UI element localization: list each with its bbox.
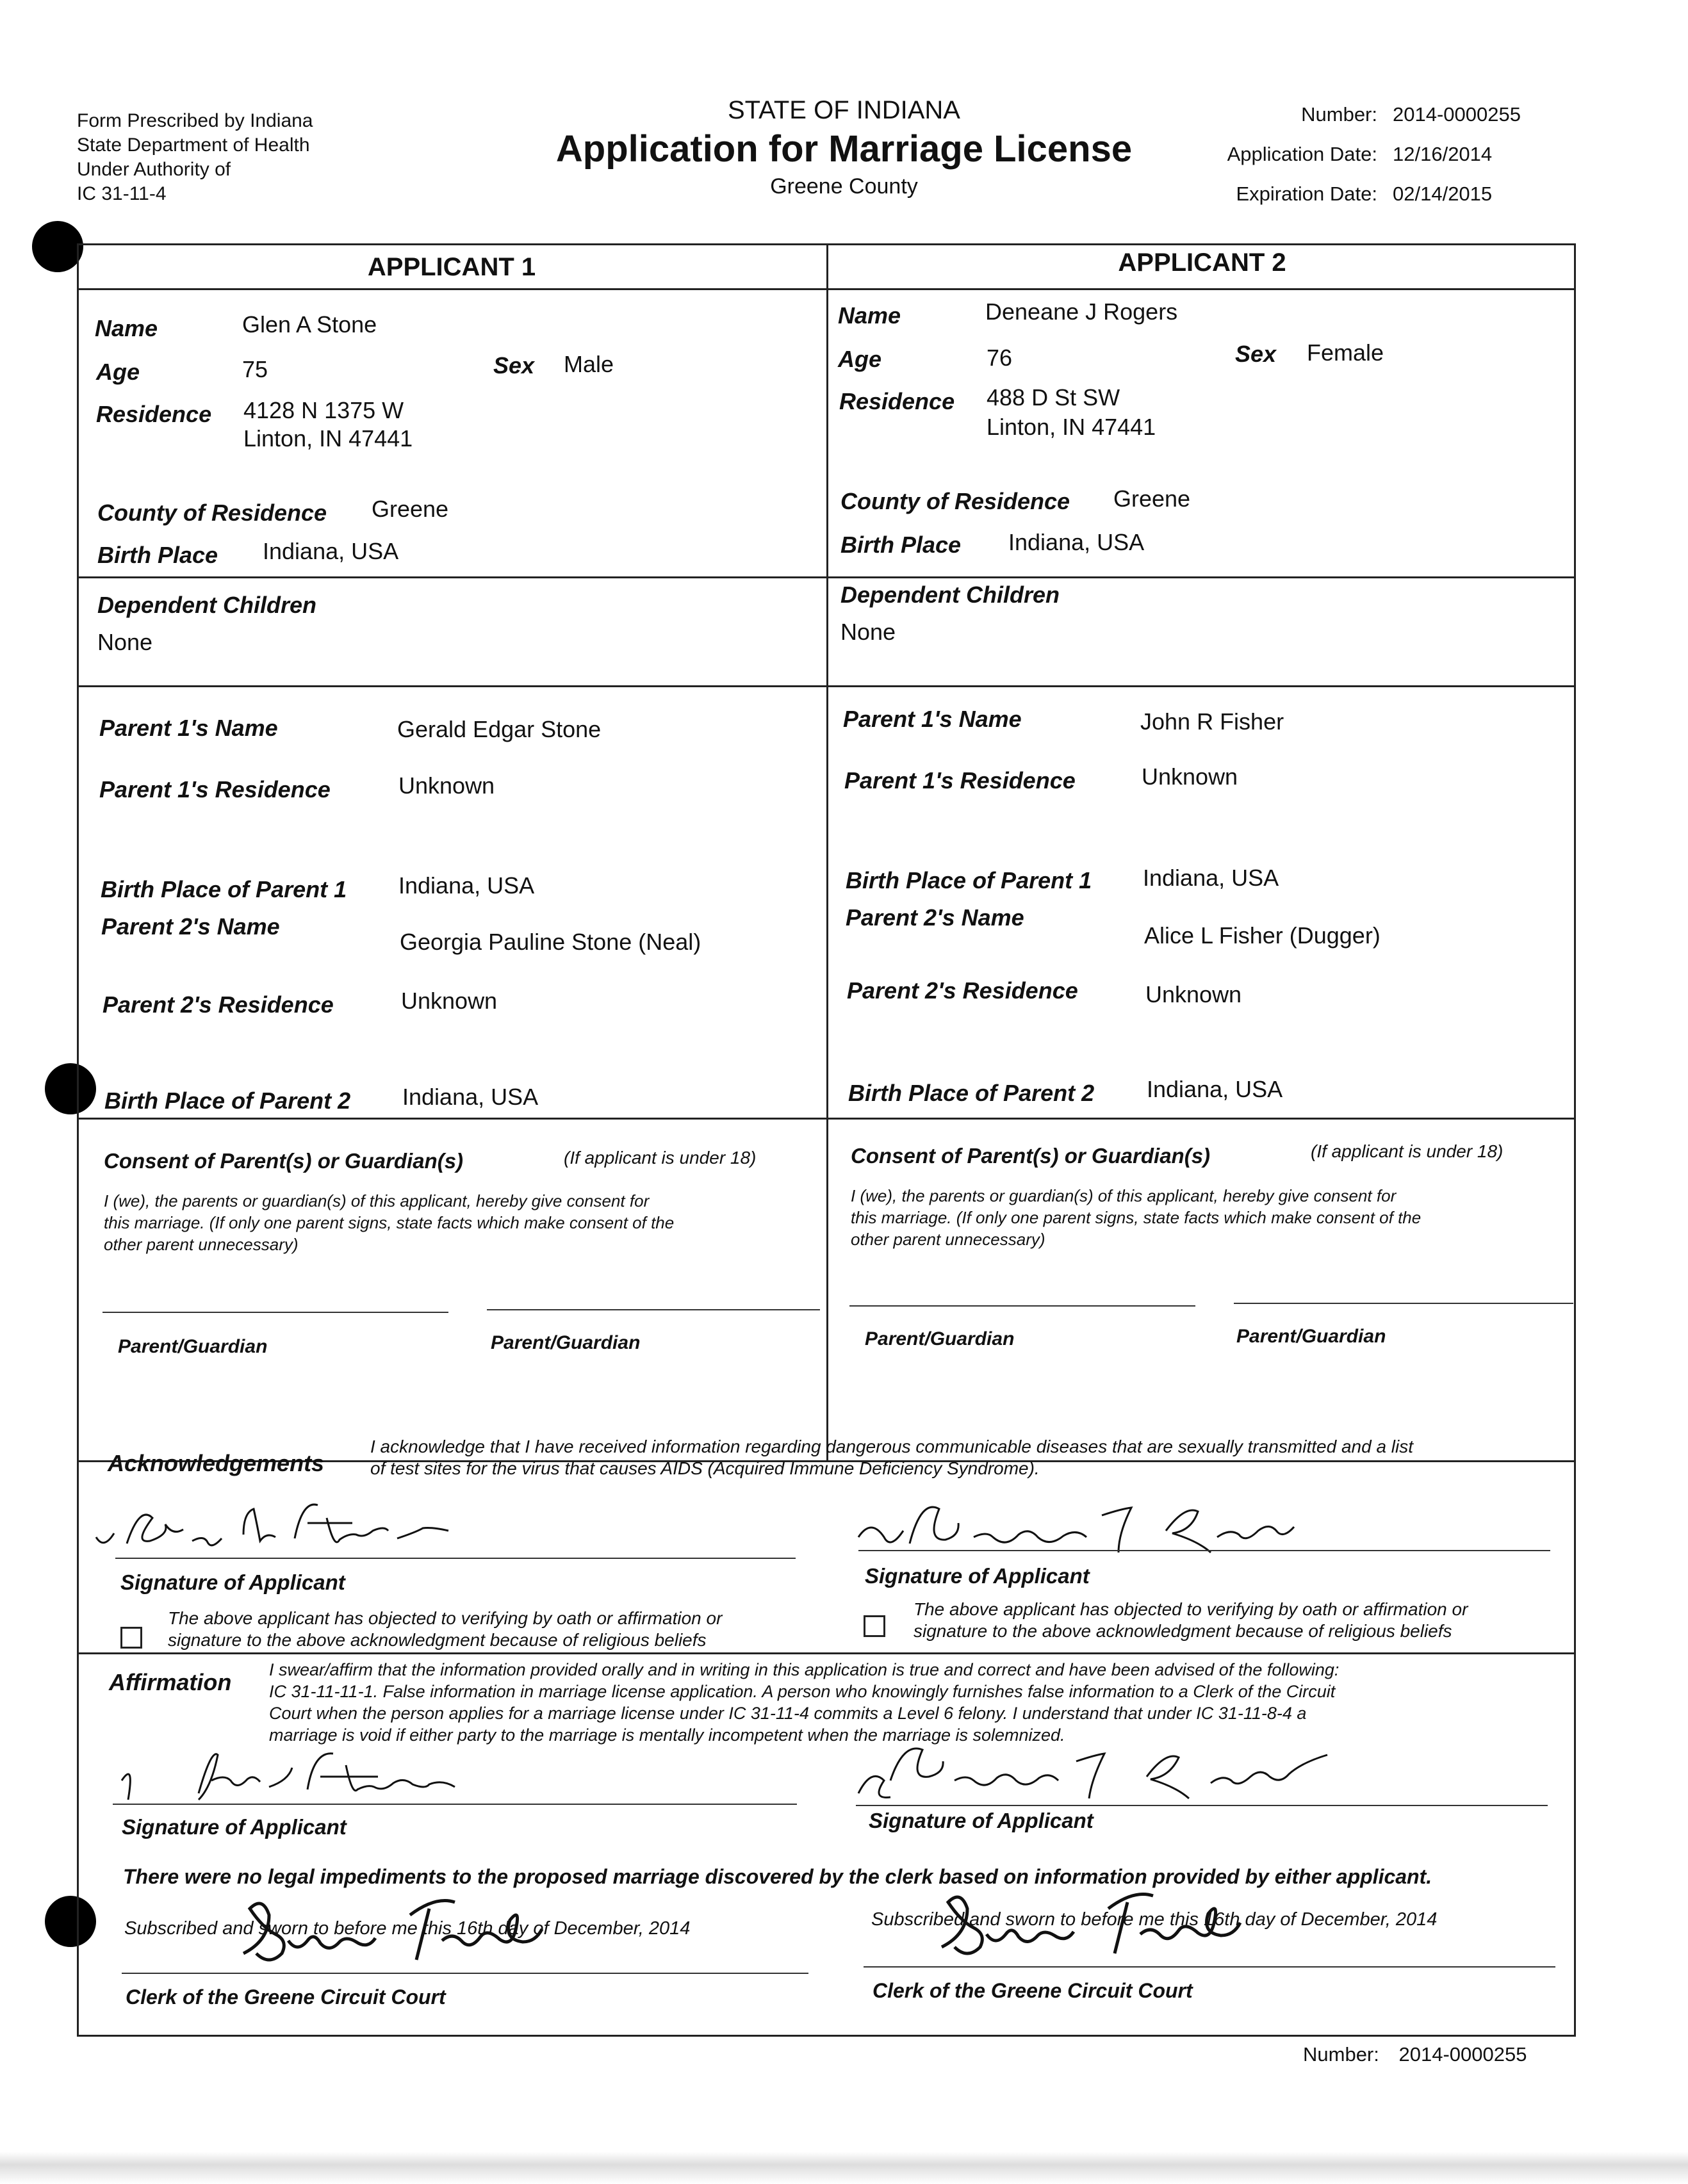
consent-line: other parent unnecessary)	[104, 1235, 299, 1254]
a1-birth-place-label: Birth Place	[97, 542, 218, 568]
a2-affirmation-signature	[852, 1736, 1493, 1806]
a1-guardian-sig-line-1[interactable]	[102, 1312, 448, 1313]
affirmation-line: IC 31-11-11-1. False information in marriage license application. A person who knowingly furnishes false information to a Clerk of the Circuit	[269, 1682, 1336, 1701]
a2-acknowledgement-signature	[858, 1492, 1499, 1563]
a1-clerk-label: Clerk of the Greene Circuit Court	[126, 1985, 446, 2009]
a2-parent1-residence-value: Unknown	[1142, 763, 1238, 790]
a2-birth-place-value: Indiana, USA	[1008, 529, 1145, 555]
impediments-statement: There were no legal impediments to the proposed marriage discovered by the clerk based on information provided by either applicant.	[123, 1865, 1432, 1888]
a1-clerk-signature	[237, 1889, 583, 1973]
a1-sex-label: Sex	[493, 352, 535, 379]
a2-objection-text	[914, 1599, 1567, 1642]
a1-parent2-name-value: Georgia Pauline Stone (Neal)	[400, 929, 701, 955]
a2-guardian-sig-line-2[interactable]	[1234, 1303, 1573, 1304]
a2-parent2-residence-value: Unknown	[1145, 981, 1242, 1007]
consent-line: other parent unnecessary)	[851, 1230, 1045, 1249]
acknowledgement-line: of test sites for the virus that causes AIDS (Acquired Immune Deficiency Syndrome).	[370, 1458, 1040, 1478]
acknowledgements-title: Acknowledgements	[108, 1450, 325, 1476]
a1-affirmation-sig-label: Signature of Applicant	[122, 1815, 347, 1839]
a1-guardian-label-1: Parent/Guardian	[118, 1336, 268, 1357]
footer-number-value: 2014-0000255	[1398, 2043, 1527, 2066]
a2-county-value: Greene	[1113, 485, 1191, 512]
affirmation-text	[269, 1659, 1569, 1746]
document-title: Application for Marriage License	[555, 128, 1133, 170]
consent-line: I (we), the parents or guardian(s) of this applicant, hereby give consent for	[851, 1186, 1397, 1205]
a1-acknowledgement-signature	[96, 1492, 545, 1563]
footer-number	[1303, 2043, 1527, 2066]
section-divider-parents	[77, 685, 1576, 687]
a1-parent2-name-label: Parent 2's Name	[101, 913, 280, 940]
a2-acknowledgement-sig-label: Signature of Applicant	[865, 1564, 1090, 1588]
a1-county-value: Greene	[372, 496, 449, 522]
a1-parent2-birth-value: Indiana, USA	[402, 1084, 539, 1110]
a1-clerk-sig-line[interactable]	[122, 1973, 808, 1974]
a1-affirmation-signature	[115, 1742, 564, 1813]
a2-sex-value: Female	[1307, 339, 1384, 366]
acknowledgements-text	[370, 1436, 1575, 1479]
a1-parent1-name-label: Parent 1's Name	[99, 715, 278, 741]
a1-name-value: Glen A Stone	[242, 311, 377, 338]
a2-clerk-signature	[935, 1883, 1294, 1966]
a1-guardian-sig-line-2[interactable]	[487, 1309, 820, 1310]
prescribed-line: Under Authority of	[77, 159, 231, 180]
number-label: Number:	[1301, 103, 1377, 126]
acknowledgement-line: I acknowledge that I have received information regarding dangerous communicable diseases that are sexually transmitted and a list	[370, 1437, 1414, 1456]
objection-line: The above applicant has objected to verifying by oath or affirmation or	[914, 1599, 1468, 1619]
a2-parent2-name-label: Parent 2's Name	[846, 904, 1024, 931]
a1-subscribed-text: Subscribed and sworn to before me this 16th day of December, 2014	[124, 1918, 691, 1939]
a2-parent1-residence-label: Parent 1's Residence	[844, 767, 1076, 794]
a2-name-value: Deneane J Rogers	[985, 298, 1178, 325]
a2-guardian-sig-line-1[interactable]	[849, 1305, 1195, 1307]
a2-clerk-label: Clerk of the Greene Circuit Court	[873, 1979, 1193, 2002]
application-date-label: Application Date:	[1227, 143, 1377, 165]
application-date-value: 12/16/2014	[1393, 143, 1493, 165]
a1-consent-text	[104, 1190, 815, 1255]
column-divider	[826, 243, 828, 1460]
a2-subscribed-text: Subscribed and sworn to before me this 16th day of December, 2014	[871, 1909, 1438, 1930]
a1-parent2-birth-label: Birth Place of Parent 2	[104, 1088, 351, 1114]
a2-age-value: 76	[987, 345, 1013, 371]
a2-consent-text	[851, 1185, 1568, 1250]
affirmation-title: Affirmation	[109, 1669, 232, 1695]
a2-affirmation-sig-label: Signature of Applicant	[869, 1809, 1094, 1832]
a1-age-label: Age	[96, 359, 140, 385]
a1-parent2-residence-value: Unknown	[401, 988, 498, 1014]
section-divider-consent	[77, 1118, 1576, 1120]
a1-dependents-label: Dependent Children	[97, 592, 317, 618]
prescribed-line: Form Prescribed by Indiana	[77, 110, 313, 131]
objection-line: The above applicant has objected to verifying by oath or affirmation or	[168, 1608, 723, 1628]
a1-affirmation-sig-line[interactable]	[113, 1804, 797, 1805]
expiration-date-label: Expiration Date:	[1236, 183, 1377, 205]
a2-objection-checkbox[interactable]	[864, 1615, 885, 1637]
state-name: STATE OF INDIANA	[728, 96, 960, 124]
objection-line: signature to the above acknowledgment because of religious beliefs	[168, 1630, 707, 1650]
a2-parent2-residence-label: Parent 2's Residence	[847, 977, 1078, 1004]
a2-residence-line1: 488 D St SW	[987, 384, 1120, 411]
a2-acknowledgement-sig-line[interactable]	[858, 1550, 1550, 1551]
a1-consent-condition: (If applicant is under 18)	[564, 1148, 757, 1168]
a2-age-label: Age	[838, 346, 882, 372]
a1-parent1-residence-label: Parent 1's Residence	[99, 776, 331, 803]
a2-parent1-name-value: John R Fisher	[1140, 708, 1284, 735]
a2-sex-label: Sex	[1235, 341, 1277, 367]
punch-hole-top	[32, 221, 83, 272]
a2-name-label: Name	[838, 302, 901, 329]
a2-guardian-label-2: Parent/Guardian	[1236, 1326, 1386, 1347]
affirmation-line: I swear/affirm that the information provided orally and in writing in this application is true and correct and have been advised of the following:	[269, 1660, 1340, 1679]
a1-consent-title: Consent of Parent(s) or Guardian(s)	[104, 1149, 464, 1173]
a1-sex-value: Male	[564, 351, 614, 377]
a1-acknowledgement-sig-label: Signature of Applicant	[120, 1570, 345, 1594]
a1-residence-line1: 4128 N 1375 W	[243, 397, 404, 423]
county-name: Greene County	[770, 174, 918, 199]
consent-line: this marriage. (If only one parent signs, state facts which make consent of the	[104, 1213, 675, 1232]
a2-dependents-value: None	[840, 619, 896, 645]
a1-name-label: Name	[95, 315, 158, 341]
section-divider-dependents	[77, 576, 1576, 578]
a1-objection-text	[168, 1608, 808, 1651]
applicant1-heading: APPLICANT 1	[367, 253, 536, 281]
a1-acknowledgement-sig-line[interactable]	[115, 1558, 796, 1559]
a2-parent2-birth-value: Indiana, USA	[1147, 1076, 1283, 1102]
consent-line: I (we), the parents or guardian(s) of this applicant, hereby give consent for	[104, 1191, 650, 1210]
a1-parent1-birth-label: Birth Place of Parent 1	[101, 876, 347, 902]
a1-parent1-residence-value: Unknown	[398, 772, 495, 799]
a2-affirmation-sig-line[interactable]	[856, 1805, 1548, 1806]
a2-residence-label: Residence	[839, 388, 955, 414]
a1-parent1-name-value: Gerald Edgar Stone	[397, 716, 602, 742]
prescribed-line: State Department of Health	[77, 134, 310, 156]
affirmation-line: Court when the person applies for a marriage license under IC 31-11-4 commits a Level 6 felony. I understand that under IC 31-11-8-4 a	[269, 1704, 1307, 1723]
license-meta	[1204, 95, 1521, 214]
a1-residence-line2: Linton, IN 47441	[243, 425, 413, 452]
a2-parent2-birth-label: Birth Place of Parent 2	[848, 1080, 1095, 1106]
a2-parent1-birth-value: Indiana, USA	[1143, 865, 1279, 891]
section-divider-affirmation	[77, 1652, 1576, 1654]
a2-dependents-label: Dependent Children	[840, 582, 1060, 608]
a1-parent1-birth-value: Indiana, USA	[398, 872, 535, 899]
scan-edge	[0, 2152, 1688, 2184]
expiration-date-value: 02/14/2015	[1393, 183, 1493, 205]
a1-guardian-label-2: Parent/Guardian	[491, 1332, 641, 1353]
objection-line: signature to the above acknowledgment because of religious beliefs	[914, 1621, 1452, 1641]
a2-consent-title: Consent of Parent(s) or Guardian(s)	[851, 1144, 1211, 1168]
a1-age-value: 75	[242, 356, 268, 382]
prescribed-line: IC 31-11-4	[77, 183, 167, 204]
a2-parent2-name-value: Alice L Fisher (Dugger)	[1144, 922, 1381, 949]
number-value: 2014-0000255	[1393, 103, 1521, 126]
a2-guardian-label-1: Parent/Guardian	[865, 1328, 1015, 1349]
a1-birth-place-value: Indiana, USA	[263, 538, 399, 564]
a1-dependents-value: None	[97, 629, 153, 655]
applicant2-heading: APPLICANT 2	[1118, 249, 1286, 277]
a2-consent-condition: (If applicant is under 18)	[1311, 1141, 1504, 1161]
heading-underline	[77, 288, 1576, 290]
a2-parent1-name-label: Parent 1's Name	[843, 706, 1022, 732]
footer-number-label: Number:	[1303, 2043, 1379, 2066]
a1-parent2-residence-label: Parent 2's Residence	[102, 991, 334, 1018]
a1-residence-label: Residence	[96, 401, 212, 427]
a2-parent1-birth-label: Birth Place of Parent 1	[846, 867, 1092, 893]
a2-clerk-sig-line[interactable]	[864, 1966, 1555, 1968]
affirmation-line: marriage is void if either party to the marriage is mentally incompetent when the marriage is solemnized.	[269, 1725, 1065, 1745]
consent-line: this marriage. (If only one parent signs, state facts which make consent of the	[851, 1208, 1422, 1227]
a1-county-label: County of Residence	[97, 500, 327, 526]
a2-birth-place-label: Birth Place	[840, 532, 962, 558]
a1-objection-checkbox[interactable]	[120, 1627, 142, 1649]
a2-county-label: County of Residence	[840, 488, 1070, 514]
a2-residence-line2: Linton, IN 47441	[987, 414, 1156, 440]
